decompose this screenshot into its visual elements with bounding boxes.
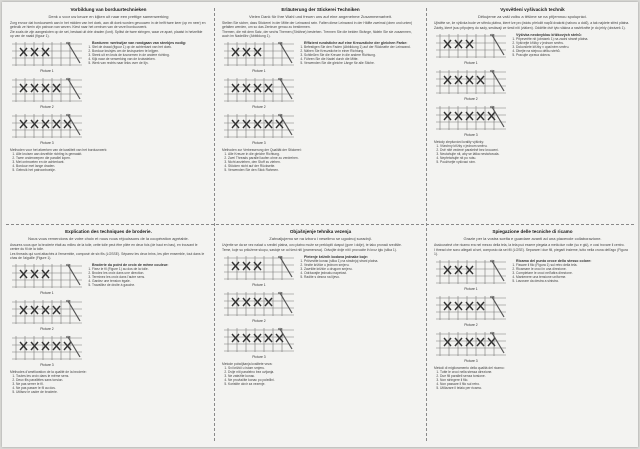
quality-item: 1. Svi križići u istom smjeru. <box>228 367 419 371</box>
figure-column <box>432 31 510 139</box>
thread-paragraph: I thread che sono allegati al set, composto da sei fili (LOSE). Separare i due fili, piegarli insieme, tutto nella cruna dell'ago (Figura 1). <box>434 248 628 256</box>
steps-row <box>432 31 633 139</box>
steps-list <box>86 46 209 66</box>
intro-paragraph: Assurez-vous que la broderie était au milieu de la toile, cette toile peut être pliée en deux fois (de haut en bas), en trouvant le centre du fil de la toile. <box>10 243 198 251</box>
quality-list <box>222 367 419 387</box>
steps-list <box>86 268 209 288</box>
quality-item: 1. Alle kruisen aan dezelfde richting is gemaakt. <box>16 153 207 157</box>
stitch-diagram-icon <box>8 333 86 363</box>
stitch-diagram-icon <box>8 111 86 141</box>
stitch-diagram-icon <box>432 293 510 323</box>
quality-section <box>222 149 419 172</box>
quality-item: 4. Non passare il filo sul retro. <box>440 383 631 387</box>
figure-caption: Picture 2 <box>252 105 266 109</box>
quality-item: 4. Stöcken nicht auf der Rückseite. <box>228 165 419 169</box>
quality-section <box>434 367 631 390</box>
steps-row <box>220 253 421 361</box>
step-item: 2. Brodez les croix dans une direction. <box>92 272 209 276</box>
figure-column <box>8 261 86 369</box>
stitch-diagram-icon <box>432 103 510 133</box>
quality-item: 1. Všechny křížky v jednom směru. <box>440 145 631 149</box>
stitch-diagram-icon <box>432 329 510 359</box>
panel-title: Explication des techniques de broderie. <box>65 229 152 234</box>
intro-paragraph: Ujistěte se, že výšivka bude ve středu plátna, které lze pro jistotu přeložit napůl dvakrát (nahoru a dolů), a tak najdete střed plátna. <box>434 21 630 25</box>
figure-caption: Picture 3 <box>464 133 478 137</box>
stitch-diagram-icon <box>432 67 510 97</box>
step-item: 5. Travaillez de droite à gauche. <box>92 284 209 288</box>
step-item: 4. Dbejte na stejnou délku stehů. <box>516 50 633 54</box>
thread-paragraph: Závity, které jsou připojeny do sady, sestávají ze šesti nití (vláken). Oddělte dvě tyto vlákna a navlékněte je do jehly (obrázek 1). <box>434 26 626 30</box>
step-item: 1. Pričvrstite konac (slika 1) na stražnjoj strani platna. <box>304 260 421 264</box>
figure-caption: Picture 1 <box>464 287 478 291</box>
step-item: 2. Vyšívejte křížky v jednom směru. <box>516 42 633 46</box>
panel-title: Vorbildung van borduurtechnieken <box>70 7 147 12</box>
quality-list <box>10 153 207 173</box>
stitch-figure <box>8 75 86 109</box>
quality-section <box>434 141 631 164</box>
panel-title: Objašnjenje tehnika vezenja <box>289 229 352 234</box>
intro-paragraph: Assicuratevi che ricamo era nel mezzo della tela, la tela può essere piegata a metà due volte (su e giù), e così trovare il centro. <box>434 243 625 247</box>
figure-column <box>8 39 86 147</box>
steps-title: Pletenje križnih bodova jednake boje: <box>304 255 369 259</box>
quality-item: 5. Utilisez le cadre de broderie. <box>16 391 207 395</box>
quality-section <box>222 363 419 386</box>
quality-item: 2. Dvije niti paralelno bez uvijanja. <box>228 371 419 375</box>
quality-list <box>434 371 631 391</box>
instruction-panel <box>428 4 637 222</box>
step-item: 2. Borduur kruisjes om de kruispunten te krijgen. <box>92 50 209 54</box>
quality-item: 3. Non stringere il filo. <box>440 379 631 383</box>
step-item: 1. Fixez le fil (Figure 1) au dos de la toile. <box>92 268 209 272</box>
step-item: 3. Dokončete křížky v opačném směru. <box>516 46 633 50</box>
step-item: 3. Završite križiće u drugom smjeru. <box>304 268 421 272</box>
quality-item: 4. Ne pas passer le fil au dos. <box>16 387 207 391</box>
figure-caption: Picture 3 <box>252 355 266 359</box>
quality-title: Méthodes d'amélioration de la qualité de la broderie: <box>10 370 87 374</box>
stitch-figure <box>220 325 298 359</box>
steps-column <box>510 31 633 139</box>
quality-item: 3. Ne zatežite konac. <box>228 375 419 379</box>
panel-title: Spiegazione delle tecniche di ricamo <box>492 229 573 234</box>
stitch-diagram-icon <box>432 257 510 287</box>
panel-title: Vysvětlení vyšívacích technik <box>500 7 565 12</box>
stitch-diagram-icon <box>220 289 298 319</box>
quality-item: 5. Gebruik het patroonboekje. <box>16 169 207 173</box>
instruction-panel <box>216 4 425 222</box>
panel-subtitle: Grazie per la vostra scelta e guardare avanti ad una piacevole collaborazione. <box>463 236 602 241</box>
steps-list <box>510 38 633 58</box>
figure-column <box>220 39 298 147</box>
quality-item: 1. Tutte le croci nella stessa direzione. <box>440 371 631 375</box>
quality-item: 5. Verwenden Sie den Stick Rahmen. <box>228 169 419 173</box>
quality-item: 2. Due fili paralleli senza torsione. <box>440 375 631 379</box>
quality-item: 3. Nicht anziehen, den Stoff zu ziehen. <box>228 161 419 165</box>
steps-title: Borduren: werkwijze van rondgaan van steekjes nodig: <box>92 41 187 45</box>
step-item: 5. Verwenden Sie die gleiche Länge für alle Stiche. <box>304 62 421 66</box>
steps-column <box>86 39 209 147</box>
stitch-figure <box>220 289 298 323</box>
figure-caption: Picture 3 <box>40 363 54 367</box>
stitch-diagram-icon <box>220 75 298 105</box>
quality-title: Metode poboljšanja kvalitete veza: <box>222 362 273 366</box>
step-item: 3. Terminez les croix dans l'autre sens. <box>92 276 209 280</box>
step-item: 3. Schließen Sie die Kreuze in die andere Richtung. <box>304 54 421 58</box>
step-item: 5. Werk van rechts naar links over de lijn. <box>92 62 209 66</box>
stitch-figure <box>432 257 510 291</box>
steps-row <box>432 257 633 365</box>
panel-subtitle: Denk u voor uw keuze en kijken uit naar een prettige samenwerking <box>48 14 169 19</box>
quality-list <box>434 145 631 165</box>
stitch-diagram-icon <box>8 261 86 291</box>
figure-caption: Picture 2 <box>464 97 478 101</box>
steps-row <box>8 261 209 369</box>
quality-title: Metodi di miglioramento della qualità del ricamo: <box>434 366 505 370</box>
quality-title: Methoden zur Verbesserung der Qualität der Stickerei: <box>222 148 302 152</box>
quality-item: 2. Deux fils parallèles sans torsion. <box>16 379 207 383</box>
stitch-figure <box>220 111 298 145</box>
stitch-diagram-icon <box>220 253 298 283</box>
step-item: 2. Nähen Sie Kreuzstiche in einer Richtung. <box>304 50 421 54</box>
thread-paragraph: Themen, die mit dem Satz, der sechs Themen (Strähne) bestehen. Trennen Sie die beiden Stränge, fädeln Sie sie zusammen, auch im Nadelöhr (Abbildung 1). <box>222 30 412 38</box>
steps-column <box>510 257 633 365</box>
stitch-figure <box>220 75 298 109</box>
panel-title: Erläuterung der Stickerei Techniken <box>281 7 360 12</box>
step-item: 4. Führen Sie die Nadel durch die Mitte. <box>304 58 421 62</box>
stitch-diagram-icon <box>220 325 298 355</box>
stitch-figure <box>432 103 510 137</box>
steps-list <box>298 46 421 66</box>
stitch-diagram-icon <box>8 75 86 105</box>
instruction-panel <box>216 226 425 444</box>
stitch-figure <box>8 39 86 73</box>
figure-caption: Picture 1 <box>40 291 54 295</box>
step-item: 1. Fissare il filo (Figura 1) sul retro della tela. <box>516 264 633 268</box>
quality-item: 1. Toutes les croix dans le même sens. <box>16 375 207 379</box>
step-item: 4. Mantenere una tensione uniforme. <box>516 276 633 280</box>
step-item: 3. Steek uit en kruis de lusvormen in de andere richting. <box>92 54 209 58</box>
figure-caption: Picture 3 <box>252 141 266 145</box>
intro-paragraph: Uvjerite se da se vez nalazi u sredini platna, ovo platno može se preklopiti dvaput (gore i dolje), te tako pronaći središte. <box>222 243 402 247</box>
panel-subtitle: Zahvaljujemo se na izboru i veselimo se ugodnoj suradnji. <box>269 236 372 241</box>
stitch-figure <box>8 333 86 367</box>
quality-item: 5. Utilizzare il telaio per ricamo. <box>440 387 631 391</box>
intro-paragraph: Zorg ervoor dat borduurwerk aan in het midden van het doek, aan dit doek worden gevouwen in de helft twee keer (op en neer) en gebruik ze hierin zijn patroon van wezen. Kiest naar het centrum van de vezel borduurwerk. <box>10 21 206 29</box>
quality-item: 4. Ne provlačite konac po poleđini. <box>228 379 419 383</box>
quality-item: 3. Neutahujte nit, aby se látka nestahovala. <box>440 153 631 157</box>
figure-caption: Picture 2 <box>40 327 54 331</box>
stitch-diagram-icon <box>220 39 298 69</box>
steps-title: Výšivka neobvyklou křížkových stehů: <box>516 33 582 37</box>
step-item: 2. Vezite križiće u jednom smjeru. <box>304 264 421 268</box>
quality-item: 3. Ne pas serrer le fil. <box>16 383 207 387</box>
stitch-figure <box>432 329 510 363</box>
stitch-figure <box>220 39 298 73</box>
figure-caption: Picture 3 <box>464 359 478 363</box>
quality-item: 4. Borduur met lange draden. <box>16 165 207 169</box>
panel-subtitle: Děkujeme za vaši volbu a těšíme se na příjemnou spolupráci. <box>478 14 587 19</box>
steps-title: Ricamo del punto croce dello stesso colore: <box>516 259 592 263</box>
instruction-panel <box>4 4 213 222</box>
figure-caption: Picture 2 <box>40 105 54 109</box>
stitch-figure <box>432 293 510 327</box>
figure-caption: Picture 1 <box>252 69 266 73</box>
quality-item: 5. Používejte vyšívací rám. <box>440 161 631 165</box>
quality-item: 4. Nepřetahujte nit po rubu. <box>440 157 631 161</box>
step-item: 4. Održavajte jednaku napetost. <box>304 272 421 276</box>
figure-column <box>432 257 510 365</box>
quality-section <box>10 149 207 172</box>
step-item: 2. Ricamare le croci in una direzione. <box>516 268 633 272</box>
panel-subtitle: Vielen Dank für Ihre Wahl und freuen uns auf eine angenehme Zusammenarbeit. <box>249 14 392 19</box>
stitch-diagram-icon <box>432 31 510 61</box>
step-item: 1. Připevněte nit (obrázek 1) na zadní straně plátna. <box>516 38 633 42</box>
panel-subtitle: Nous vous remercions de votre choix et nous nous réjouissons de la coopération agréable. <box>28 236 189 241</box>
figure-column <box>220 253 298 361</box>
stitch-figure <box>8 297 86 331</box>
quality-list <box>222 153 419 173</box>
quality-item: 5. Koristite okvir za vezenje. <box>228 383 419 387</box>
step-item: 5. Radite s desna na lijevo. <box>304 276 421 280</box>
stitch-diagram-icon <box>220 111 298 141</box>
steps-row <box>8 39 209 147</box>
steps-column <box>298 253 421 361</box>
figure-caption: Picture 1 <box>252 283 266 287</box>
thread-paragraph: Zie zoals de zijn aangesloten op de set, bestaat uit drie draden (lont). Splitst de twee stringen, waar ze apart, plaatst in hetzelfde op van de naald (figuur 1). <box>10 30 203 38</box>
quality-item: 2. Twee onderwerpen die parallel lopen. <box>16 157 207 161</box>
stitch-figure <box>8 261 86 295</box>
step-item: 1. Befestigen Sie den Faden (Abbildung 1) auf der Rückseite der Leinwand. <box>304 46 421 50</box>
quality-item: 2. Dvě nitě vedené paralelně bez kroucení. <box>440 149 631 153</box>
quality-item: 1. Alle Kreuze in die gleiche Richtung. <box>228 153 419 157</box>
figure-caption: Picture 1 <box>40 69 54 73</box>
quality-title: Methoden voor het afwerken van de kwaliteit van het borduurwerk: <box>10 148 108 152</box>
stitch-figure <box>220 253 298 287</box>
steps-list <box>510 264 633 284</box>
intro-paragraph: Stellen Sie sicher, dass Stickerei in der Mitte der Leinwand sein. Falten diese Leinwand in der Hälfte zweimal (oben und unten) gefalten werden, um so das Zentrum genau zu bestimmen. <box>222 21 413 29</box>
stitch-figure <box>432 67 510 101</box>
stitch-diagram-icon <box>8 39 86 69</box>
instruction-panel <box>428 226 637 444</box>
thread-paragraph: Les threads qui sont attachés à l'ensemble, composé de six fils (LOSSE). Séparez les deux brins, les plier ensemble, tout dans le chas de l'aiguille (Figure 1). <box>10 252 205 260</box>
steps-column <box>298 39 421 147</box>
steps-row <box>220 39 421 147</box>
quality-item: 2. Zwei Threads parallel laufen ohne zu verdrehen. <box>228 157 419 161</box>
stitch-figure <box>432 31 510 65</box>
quality-title: Metody zlepšování kvality výšivky: <box>434 140 485 144</box>
steps-title: Effizient rundstiche auf eine Kreuzstiche der gleichen Farbe: <box>304 41 408 45</box>
thread-paragraph: Teme, koje su priložene skupu, sastoje se od šest niti (pramenova). Odvojite dvije niti i provucite ih kroz iglu (slika 1). <box>222 248 397 252</box>
stitch-diagram-icon <box>8 297 86 327</box>
steps-title: Broderie du point de croix de même couleur: <box>92 263 169 267</box>
step-item: 1. Stel de draad (figuur 1) op de achterkant van het doek. <box>92 46 209 50</box>
step-item: 4. Gardez une tension égale. <box>92 280 209 284</box>
step-item: 5. Lavorare da destra a sinistra. <box>516 280 633 284</box>
stitch-figure <box>8 111 86 145</box>
quality-list <box>10 375 207 395</box>
fold-line-horizontal <box>6 224 634 225</box>
quality-item: 3. Met ontmoeten en de achterkant. <box>16 161 207 165</box>
step-item: 3. Completare le croci nell'altra direzione. <box>516 272 633 276</box>
step-item: 5. Pracujte zprava doleva. <box>516 54 633 58</box>
step-item: 4. Kijk naar de verwerking van de kruissteken. <box>92 58 209 62</box>
instruction-panel <box>4 226 213 444</box>
figure-caption: Picture 3 <box>40 141 54 145</box>
steps-list <box>298 260 421 280</box>
quality-section <box>10 371 207 394</box>
figure-caption: Picture 2 <box>464 323 478 327</box>
figure-caption: Picture 2 <box>252 319 266 323</box>
steps-column <box>86 261 209 369</box>
figure-caption: Picture 1 <box>464 61 478 65</box>
